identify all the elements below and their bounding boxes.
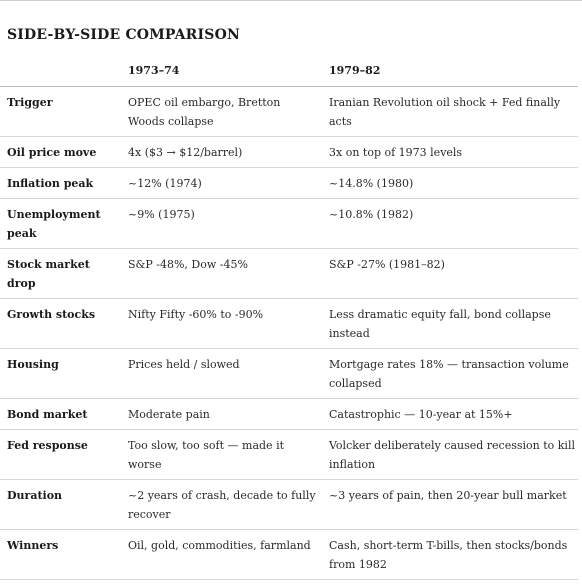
row-label: Trigger xyxy=(0,87,121,137)
cell-1973: S&P -48%, Dow -45% xyxy=(121,249,322,299)
row-label: Duration xyxy=(0,480,121,530)
cell-1973: 4x ($3 → $12/barrel) xyxy=(121,137,322,168)
table-row xyxy=(0,87,578,137)
table-row xyxy=(0,430,578,480)
cell-1979: ~3 years of pain, then 20-year bull market xyxy=(322,480,578,530)
row-label: Fed response xyxy=(0,430,121,480)
cell-1979: Catastrophic — 10-year at 15%+ xyxy=(322,399,578,430)
cell-1979: 3x on top of 1973 levels xyxy=(322,137,578,168)
cell-1979: ~14.8% (1980) xyxy=(322,168,578,199)
table-row xyxy=(0,399,578,430)
row-label: Bond market xyxy=(0,399,121,430)
cell-1973: ~12% (1974) xyxy=(121,168,322,199)
comparison-table xyxy=(0,55,578,580)
table-row xyxy=(0,249,578,299)
cell-1979: Mortgage rates 18% — transaction volume collapsed xyxy=(322,349,578,399)
cell-1973: Moderate pain xyxy=(121,399,322,430)
cell-1973: ~9% (1975) xyxy=(121,199,322,249)
section-title: SIDE-BY-SIDE COMPARISON xyxy=(7,27,240,43)
cell-1979: Cash, short-term T-bills, then stocks/bonds from 1982 xyxy=(322,530,578,580)
table-row xyxy=(0,199,578,249)
cell-1979: Less dramatic equity fall, bond collapse instead xyxy=(322,299,578,349)
cell-1979: S&P -27% (1981–82) xyxy=(322,249,578,299)
row-label: Growth stocks xyxy=(0,299,121,349)
column-header-1979: 1979–82 xyxy=(322,55,578,87)
cell-1973: OPEC oil embargo, Bretton Woods collapse xyxy=(121,87,322,137)
cell-1979: ~10.8% (1982) xyxy=(322,199,578,249)
table-row xyxy=(0,530,578,580)
cell-1973: Prices held / slowed xyxy=(121,349,322,399)
table-row xyxy=(0,349,578,399)
column-header-label xyxy=(0,55,121,87)
row-label: Housing xyxy=(0,349,121,399)
table-row xyxy=(0,299,578,349)
table-row xyxy=(0,168,578,199)
table-header-row xyxy=(0,55,578,87)
cell-1973: ~2 years of crash, decade to fully recover xyxy=(121,480,322,530)
cell-1973: Too slow, too soft — made it worse xyxy=(121,430,322,480)
row-label: Inflation peak xyxy=(0,168,121,199)
row-label: Unemployment peak xyxy=(0,199,121,249)
table-row xyxy=(0,480,578,530)
row-label: Oil price move xyxy=(0,137,121,168)
table-row xyxy=(0,137,578,168)
cell-1973: Nifty Fifty -60% to -90% xyxy=(121,299,322,349)
cell-1973: Oil, gold, commodities, farmland xyxy=(121,530,322,580)
cell-1979: Volcker deliberately caused recession to kill inflation xyxy=(322,430,578,480)
row-label: Winners xyxy=(0,530,121,580)
column-header-1973: 1973–74 xyxy=(121,55,322,87)
row-label: Stock market drop xyxy=(0,249,121,299)
cell-1979: Iranian Revolution oil shock + Fed finally acts xyxy=(322,87,578,137)
